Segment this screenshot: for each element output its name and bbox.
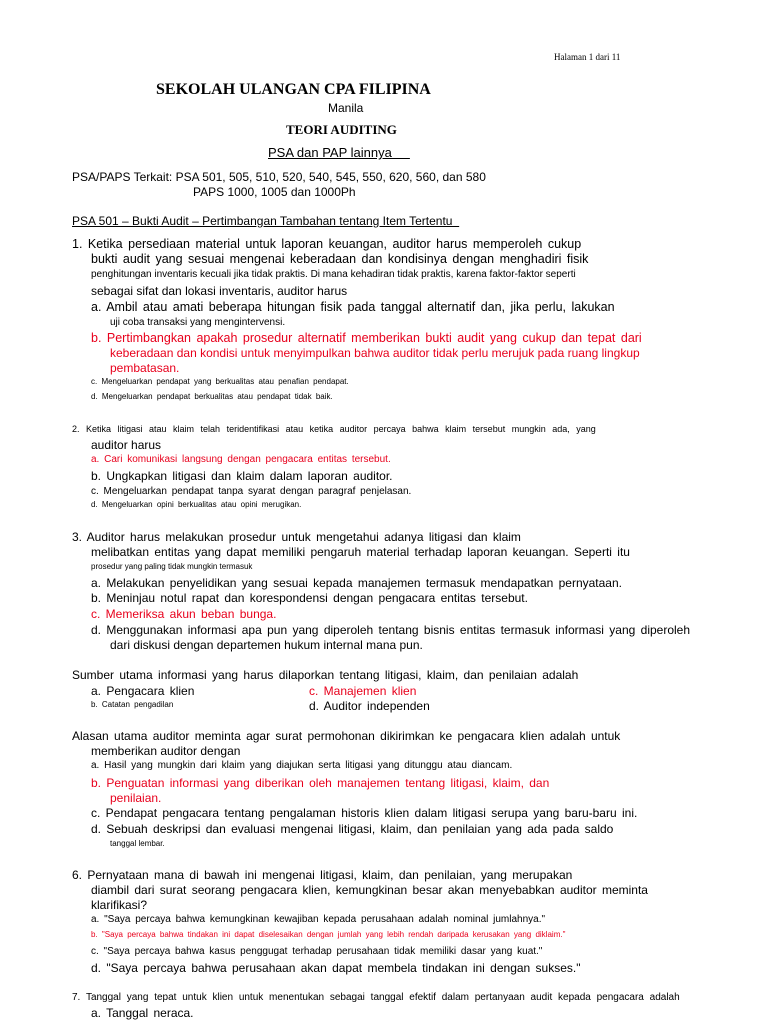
q2-option-a: a. Cari komunikasi langsung dengan pengacara entitas tersebut.: [91, 454, 391, 465]
q6-option-d: d. "Saya percaya bahwa perusahaan akan dapat membela tindakan ini dengan sukses.": [91, 961, 581, 975]
q6-stem-line: 6. Pernyataan mana di bawah ini mengenai litigasi, klaim, dan penilaian, yang merupakan: [72, 868, 573, 882]
q1-option-d: d. Mengeluarkan pendapat berkualitas atau pendapat tidak baik.: [91, 392, 333, 401]
q1-stem-line: bukti audit yang sesuai mengenai keberadaan dan kondisinya dengan menghadiri fisik: [91, 252, 589, 266]
q4-option-d: d. Auditor independen: [309, 699, 430, 713]
q2-option-b: b. Ungkapkan litigasi dan klaim dalam laporan auditor.: [91, 469, 393, 483]
q4-stem-line: Sumber utama informasi yang harus dilaporkan tentang litigasi, klaim, dan penilaian adalah: [72, 668, 579, 682]
q2-stem-line: auditor harus: [91, 438, 162, 452]
q5-option-b-cont: penilaian.: [110, 791, 162, 805]
q7-option-a: a. Tanggal neraca.: [91, 1006, 194, 1020]
related-standards: PSA/PAPS Terkait: PSA 501, 505, 510, 520, 540, 545, 550, 620, 560, dan 580: [72, 170, 486, 184]
q6-option-c: c. "Saya percaya bahwa kasus penggugat terhadap perusahaan tidak memiliki dasar yang kuat.": [91, 946, 543, 957]
city-subtitle: Manila: [328, 101, 364, 115]
q1-option-a: a. Ambil atau amati beberapa hitungan fisik pada tanggal alternatif dan, jika perlu, lakukan: [91, 300, 615, 314]
page-number: Halaman 1 dari 11: [554, 52, 621, 62]
q4-option-a: a. Pengacara klien: [91, 684, 195, 698]
related-paps: PAPS 1000, 1005 dan 1000Ph: [193, 185, 356, 199]
subject-title: TEORI AUDITING: [286, 122, 397, 137]
q3-option-b: b. Meninjau notul rapat dan korespondensi dengan pengacara entitas tersebut.: [91, 591, 528, 605]
q3-stem-line: 3. Auditor harus melakukan prosedur untuk mengetahui adanya litigasi dan klaim: [72, 530, 521, 544]
q3-option-c: c. Memeriksa akun beban bunga.: [91, 607, 277, 621]
q6-option-b: b. "Saya percaya bahwa tindakan ini dapat diselesaikan dengan jumlah yang lebih rendah daripada kerusakan yang diklaim.": [91, 930, 566, 939]
school-title: SEKOLAH ULANGAN CPA FILIPINA: [156, 81, 431, 98]
section-heading: PSA 501 – Bukti Audit – Pertimbangan Tambahan tentang Item Tertentu: [72, 214, 460, 228]
q7-stem-line: 7. Tanggal yang tepat untuk klien untuk menentukan sebagai tanggal efektif dalam pertanyaan audit kepada pengacara adalah: [72, 992, 680, 1003]
q1-stem-line: sebagai sifat dan lokasi inventaris, auditor harus: [91, 284, 348, 298]
q1-option-b-cont: pembatasan.: [110, 361, 180, 375]
q3-stem-line: prosedur yang paling tidak mungkin termasuk: [91, 562, 253, 571]
q3-option-d: d. Menggunakan informasi apa pun yang diperoleh tentang bisnis entitas termasuk informasi yang diperoleh: [91, 623, 691, 637]
q1-stem-line: 1. Ketika persediaan material untuk laporan keuangan, auditor harus memperoleh cukup: [72, 237, 582, 251]
q5-option-d: d. Sebuah deskripsi dan evaluasi mengenai litigasi, klaim, dan penilaian yang ada pada saldo: [91, 822, 614, 836]
q1-stem-line: penghitungan inventaris kecuali jika tidak praktis. Di mana kehadiran tidak praktis, karena faktor-faktor seperti: [91, 269, 576, 280]
q1-option-b: b. Pertimbangkan apakah prosedur alternatif memberikan bukti audit yang cukup dan tepat dari: [91, 331, 642, 345]
q1-option-b-cont: keberadaan dan kondisi untuk menyimpulkan bahwa auditor tidak perlu merujuk pada ruang lingkup: [110, 346, 640, 360]
q6-option-a: a. "Saya percaya bahwa kemungkinan kewajiban kepada perusahaan adalah nominal jumlahnya.": [91, 914, 546, 925]
q4-option-c: c. Manajemen klien: [309, 684, 417, 698]
q1-option-c: c. Mengeluarkan pendapat yang berkualitas atau penafian pendapat.: [91, 377, 349, 386]
q4-option-b: b. Catatan pengadilan: [91, 700, 174, 709]
q2-option-c: c. Mengeluarkan pendapat tanpa syarat dengan paragraf penjelasan.: [91, 486, 412, 497]
q5-option-d-cont: tanggal lembar.: [110, 839, 165, 848]
q2-option-d: d. Mengeluarkan opini berkualitas atau opini merugikan.: [91, 500, 302, 509]
q5-option-c: c. Pendapat pengacara tentang pengalaman historis klien dalam litigasi serupa yang baru-baru ini.: [91, 806, 638, 820]
q2-stem-line: 2. Ketika litigasi atau klaim telah teridentifikasi atau ketika auditor percaya bahwa klaim tersebut mungkin ada, yang: [72, 424, 596, 434]
q1-option-a-cont: uji coba transaksi yang mengintervensi.: [110, 317, 286, 328]
q5-option-b: b. Penguatan informasi yang diberikan oleh manajemen tentang litigasi, klaim, dan: [91, 776, 550, 790]
q6-stem-line: diambil dari surat seorang pengacara klien, kemungkinan besar akan menyebabkan auditor meminta: [91, 883, 648, 897]
q6-stem-line: klarifikasi?: [91, 898, 148, 912]
q5-option-a: a. Hasil yang mungkin dari klaim yang diajukan serta litigasi yang ditunggu atau diancam.: [91, 760, 513, 771]
q3-option-d-cont: dari diskusi dengan departemen hukum internal mana pun.: [110, 638, 423, 652]
q3-stem-line: melibatkan entitas yang dapat memiliki pengaruh material terhadap laporan keuangan. Seperti itu: [91, 545, 630, 559]
topic-heading: PSA dan PAP lainnya: [268, 145, 410, 160]
q5-stem-line: memberikan auditor dengan: [91, 744, 241, 758]
q5-stem-line: Alasan utama auditor meminta agar surat permohonan dikirimkan ke pengacara klien adalah untuk: [72, 729, 621, 743]
q3-option-a: a. Melakukan penyelidikan yang sesuai kepada manajemen termasuk mendapatkan pernyataan.: [91, 576, 622, 590]
